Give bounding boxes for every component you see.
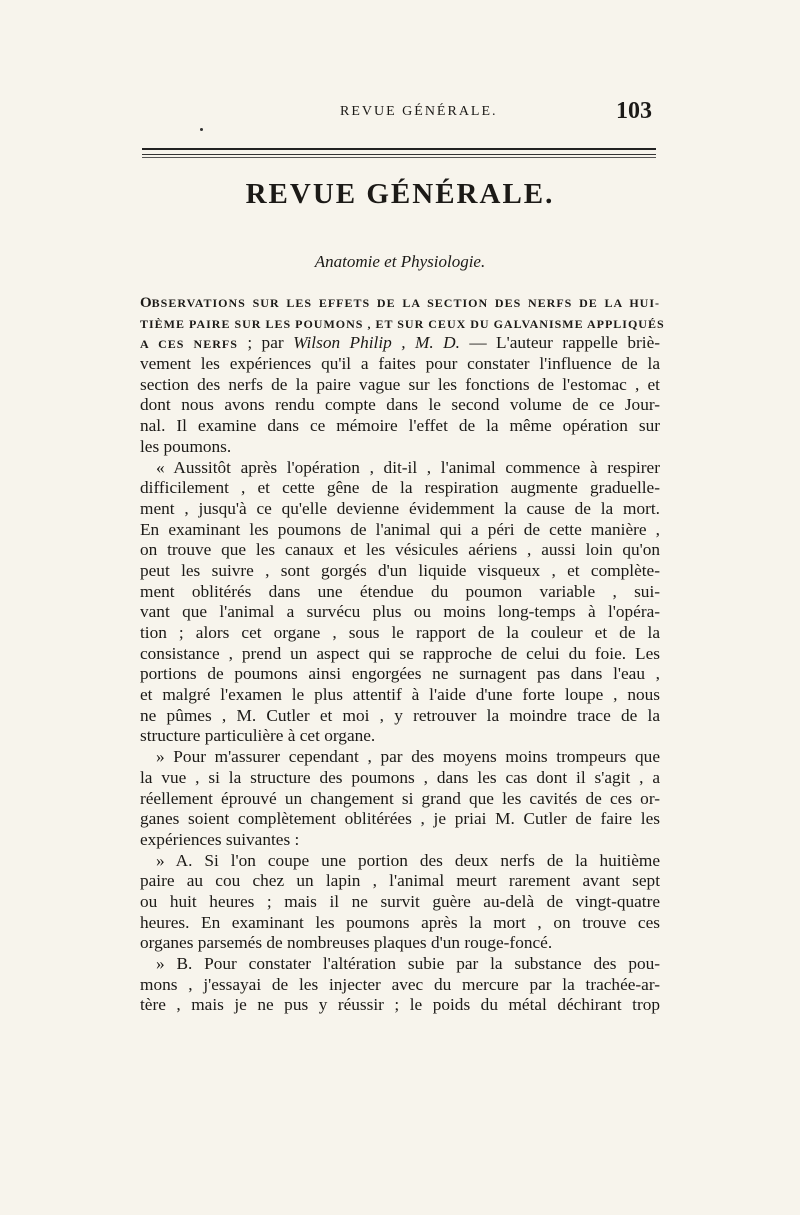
text-line: on trouve que les canaux et les vésicules aériens , aussi loin qu'on: [140, 540, 660, 560]
text-line: nal. Il examine dans ce mémoire l'effet de la même opération sur: [140, 416, 660, 436]
text-line: » A. Si l'on coupe une portion des deux nerfs de la huitième: [156, 850, 660, 870]
author-name: Wilson Philip , M. D.: [293, 333, 460, 353]
section-subtitle: Anatomie et Physiologie.: [314, 252, 486, 271]
text-line: tère , mais je ne pus y réussir ; le poids du métal déchirant trop: [140, 995, 660, 1015]
article-heading-text: TIÈME PAIRE SUR LES POUMONS , ET SUR CEUX DU GALVANISME APPLIQUÉS: [140, 316, 665, 331]
article-heading-line: [140, 333, 660, 354]
text-line: réellement éprouvé un changement si grand que les cavités de ces or-: [140, 788, 660, 808]
text-line: » B. Pour constater l'altération subie par la substance des pou-: [156, 954, 660, 973]
text-line: peut les suivre , sont gorgés d'un liquide visqueux , et complète-: [140, 560, 660, 580]
article-heading-text: A CES NERFS: [140, 337, 238, 352]
body-lines: [140, 354, 660, 1016]
article-body: [140, 292, 665, 1016]
drop-initial: O: [140, 295, 152, 311]
header-rule-thin-2: [142, 157, 656, 158]
article-heading-line: [140, 292, 660, 313]
text-line: consistance , prend un aspect qui se rapproche de celui du foie. Les: [140, 643, 660, 663]
section-title: REVUE GÉNÉRALE.: [245, 178, 555, 210]
text-line: mons , j'essayai de les injecter avec du mercure par la trachée-ar-: [140, 974, 660, 994]
article-heading-text: BSERVATIONS SUR LES EFFETS DE LA SECTION DES NERFS DE LA HUI-: [151, 296, 660, 310]
page-number: 103: [616, 98, 652, 124]
text-line: » Pour m'assurer cependant , par des moyens moins trompeurs que: [156, 747, 660, 767]
text-line: ne pûmes , M. Cutler et moi , y retrouver la moindre trace de la: [140, 705, 660, 725]
text-line: difficilement , et cette gêne de la respiration augmente graduelle-: [140, 478, 660, 498]
text-line: heures. En examinant les poumons après la mort , on trouve ces: [140, 912, 660, 932]
running-title: REVUE GÉNÉRALE.: [340, 104, 498, 119]
text-line: ment oblitérés dans une étendue du poumon variable , sui-: [140, 581, 660, 601]
text-line: paire au cou chez un lapin , l'animal meurt rarement avant sept: [140, 871, 660, 891]
text-line: ou huit heures ; mais il ne survit guère au-delà de vingt-quatre: [140, 891, 660, 911]
text-line: structure particulière à cet organe.: [140, 726, 376, 746]
text-line: vant que l'animal a survécu plus ou moins long-temps à l'opéra-: [140, 602, 660, 622]
intro-text: — L'auteur rappelle briè-: [459, 333, 661, 353]
ink-dot: [200, 128, 203, 131]
text-line: ment , jusqu'à ce qu'elle devienne évidemment la cause de la mort.: [140, 498, 660, 518]
text-line: En examinant les poumons de l'animal qui a péri de cette manière ,: [140, 519, 660, 539]
article-heading-line: [140, 313, 665, 334]
text-line: la vue , si la structure des poumons , dans les cas dont il s'agit , a: [140, 767, 660, 787]
text-line: les poumons.: [140, 436, 232, 456]
byline-prefix: ; par: [237, 333, 294, 353]
text-line: section des nerfs de la paire vague sur les fonctions de l'estomac , et: [140, 374, 660, 394]
text-line: ganes soient complètement oblitérées , je priai M. Cutler de faire les: [140, 809, 660, 829]
running-head: [140, 100, 660, 132]
text-line: portions de poumons ainsi engorgées ne surnagent pas dans l'eau ,: [140, 664, 660, 684]
header-rule-thin: [142, 154, 656, 155]
text-line: tion ; alors cet organe , sous le rapport de la couleur et de la: [140, 623, 660, 642]
text-line: dont nous avons rendu compte dans le second volume de ce Jour-: [140, 395, 660, 415]
text-line: expériences suivantes :: [140, 829, 300, 849]
text-line: organes parsemés de nombreuses plaques d'un rouge-foncé.: [140, 933, 553, 953]
text-line: « Aussitôt après l'opération , dit-il , l'animal commence à respirer: [156, 457, 660, 477]
text-line: vement les expériences qu'il a faites pour constater l'influence de la: [140, 354, 660, 374]
text-line: et malgré l'examen le plus attentif à l'aide d'une forte loupe , nous: [140, 685, 660, 705]
header-rule: [142, 148, 656, 150]
